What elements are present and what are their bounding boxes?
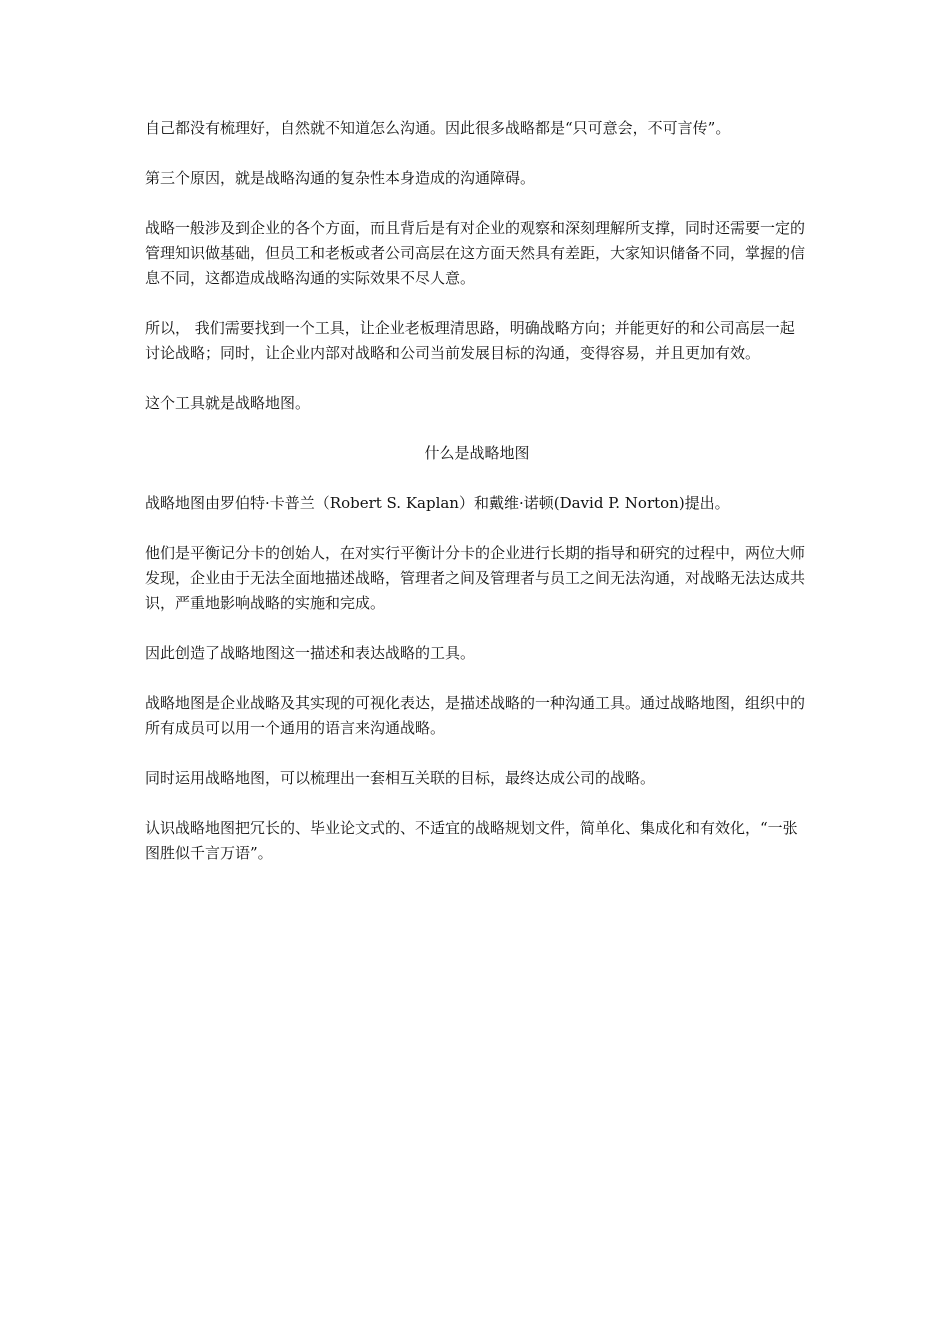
paragraph-proposers: 战略地图由罗伯特·卡普兰（Robert S. Kaplan）和戴维·诺顿(David P. Norton)提出。	[145, 494, 730, 512]
paragraph-simplify: 认识战略地图把冗长的、毕业论文式的、不适宜的战略规划文件，简单化、集成化和有效化，“一张图胜似千言万语”。	[145, 819, 798, 862]
document-body	[145, 116, 809, 891]
paragraph-communication-unclear: 自己都没有梳理好，自然就不知道怎么沟通。因此很多战略都是“只可意会，不可言传”。	[145, 119, 731, 137]
paragraph-third-reason: 第三个原因，就是战略沟通的复杂性本身造成的沟通障碍。	[145, 169, 536, 187]
paragraph-strategy-complexity: 战略一般涉及到企业的各个方面，而且背后是有对企业的观察和深刻理解所支撑，同时还需要一定的管理知识做基础，但员工和老板或者公司高层在这方面天然具有差距，大家知识储备不同，掌握的信息不同，这都造成战略沟通的实际效果不尽人意。	[145, 219, 806, 287]
paragraph-created-tool: 因此创造了战略地图这一描述和表达战略的工具。	[145, 644, 476, 662]
paragraph-founders-discovery: 他们是平衡记分卡的创始人，在对实行平衡计分卡的企业进行长期的指导和研究的过程中，两位大师发现，企业由于无法全面地描述战略，管理者之间及管理者与员工之间无法沟通，对战略无法达成共识，严重地影响战略的实施和完成。	[145, 544, 806, 612]
paragraph-goals: 同时运用战略地图，可以梳理出一套相互关联的目标，最终达成公司的战略。	[145, 769, 656, 787]
paragraph-visualization: 战略地图是企业战略及其实现的可视化表达，是描述战略的一种沟通工具。通过战略地图，组织中的所有成员可以用一个通用的语言来沟通战略。	[145, 694, 806, 737]
section-heading: 什么是战略地图	[424, 444, 530, 462]
paragraph-need-tool: 所以， 我们需要找到一个工具，让企业老板理清思路，明确战略方向；并能更好的和公司高层一起讨论战略；同时，让企业内部对战略和公司当前发展目标的沟通，变得容易，并且更加有效。	[145, 319, 795, 362]
paragraph-tool-is-strategy-map: 这个工具就是战略地图。	[145, 394, 311, 412]
